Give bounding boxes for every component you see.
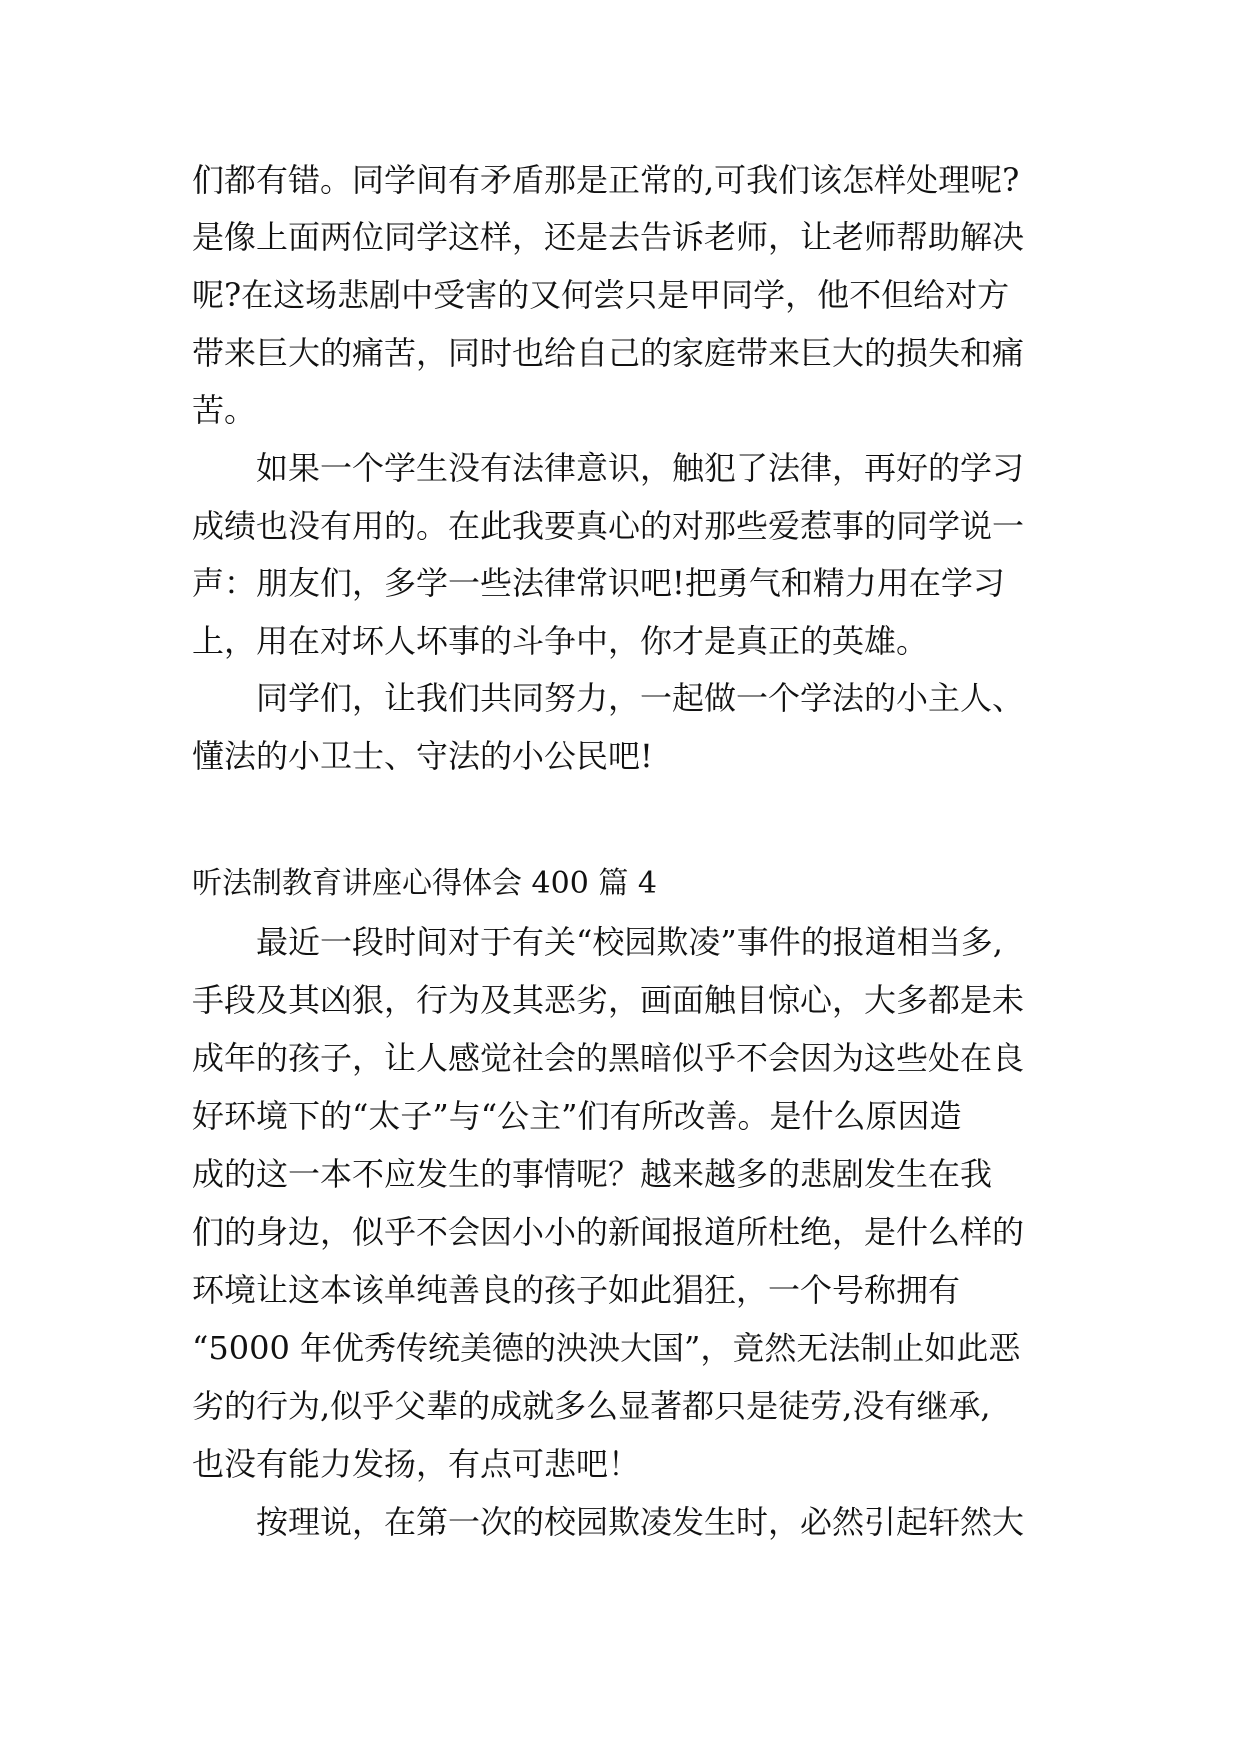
text-line: 成绩也没有用的。在此我要真心的对那些爱惹事的同学说一 [192,507,1025,545]
text-line: “5000 年优秀传统美德的泱泱大国”，竟然无法制止如此恶 [192,1329,1021,1367]
section-heading: 听法制教育讲座心得体会 400 篇 4 [192,866,657,901]
text-line: 带来巨大的痛苦，同时也给自己的家庭带来巨大的损失和痛 [192,334,1025,372]
text-line: 上，用在对坏人坏事的斗争中，你才是真正的英雄。 [192,622,929,660]
text-line: 按理说，在第一次的校园欺凌发生时，必然引起轩然大 [256,1503,1025,1541]
text-line: 如果一个学生没有法律意识，触犯了法律，再好的学习 [256,449,1025,487]
text-line: 苦。 [192,391,257,429]
text-line: 成的这一本不应发生的事情呢？越来越多的悲剧发生在我 [192,1155,993,1193]
text-line: 声：朋友们，多学一些法律常识吧!把勇气和精力用在学习 [192,564,1005,602]
text-line: 环境让这本该单纯善良的孩子如此猖狂，一个号称拥有 [192,1271,961,1309]
text-line: 最近一段时间对于有关“校园欺凌”事件的报道相当多, [256,923,1003,961]
text-line: 们都有错。同学间有矛盾那是正常的,可我们该怎样处理呢? [192,161,1020,199]
text-line: 也没有能力发扬，有点可悲吧！ [192,1445,641,1483]
text-line: 好环境下的“太子”与“公主”们有所改善。是什么原因造 [192,1097,962,1135]
text-line: 们的身边，似乎不会因小小的新闻报道所杜绝，是什么样的 [192,1213,1025,1251]
text-line: 是像上面两位同学这样，还是去告诉老师，让老师帮助解决 [192,218,1025,256]
text-line: 劣的行为,似乎父辈的成就多么显著都只是徒劳,没有继承, [192,1387,991,1425]
text-line: 懂法的小卫士、守法的小公民吧! [192,737,653,775]
text-line: 成年的孩子，让人感觉社会的黑暗似乎不会因为这些处在良 [192,1039,1025,1077]
text-line: 同学们，让我们共同努力，一起做一个学法的小主人、 [256,679,1025,717]
text-line: 呢?在这场悲剧中受害的又何尝只是甲同学，他不但给对方 [192,276,1010,314]
text-line: 手段及其凶狠，行为及其恶劣，画面触目惊心，大多都是未 [192,981,1025,1019]
